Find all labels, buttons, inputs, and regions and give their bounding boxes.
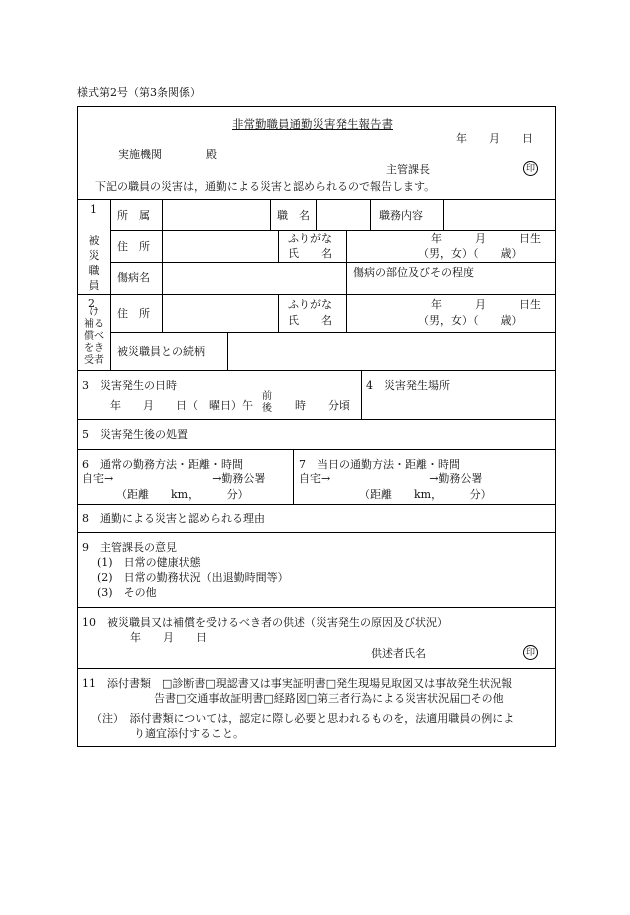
s9-item: (1) 日常の健康状態 [97, 556, 201, 569]
s3-pm: 後 [262, 403, 272, 414]
rule [162, 199, 163, 294]
s10-label: 10 被災職員又は補償を受けるべき者の供述（災害発生の原因及び状況） [82, 616, 448, 629]
addressee: 実施機関 殿 [118, 148, 217, 161]
rule [370, 199, 371, 230]
victim-birth[interactable]: 年 月 日生 [431, 232, 541, 245]
rule [77, 504, 556, 505]
s6-route[interactable]: 自宅→ →勤務公署 [82, 472, 266, 485]
rule [77, 449, 556, 450]
s9-item: (2) 日常の勤務状況（出退勤時間等） [97, 571, 289, 584]
s3-am: 前 [262, 391, 272, 402]
injury-part-label: 傷病の部位及びその程度 [353, 266, 474, 279]
s11-attachments-cont[interactable]: 告書□交通事故証明書□経路図□第三者行為による災害状況届□その他 [154, 692, 504, 705]
s6-label: 6 通常の勤務方法・距離・時間 [82, 458, 243, 471]
rule [77, 668, 556, 669]
relation-label: 被災職員との続柄 [117, 345, 205, 358]
beneficiary-side-label: け 補る 償べ をき 受者 [84, 307, 104, 366]
s10-date[interactable]: 年 月 日 [130, 631, 207, 644]
rule [110, 332, 556, 333]
s7-distance[interactable]: （距離 km， 分） [359, 488, 492, 501]
rule [77, 419, 556, 420]
seal-mark-icon: 印 [523, 161, 538, 176]
beneficiary-number: 2 [88, 297, 95, 310]
s9-label: 9 主管課長の意見 [82, 541, 177, 554]
beneficiary-address-label: 住 所 [117, 307, 150, 320]
rule [346, 294, 347, 332]
seal-mark-icon: 印 [523, 645, 538, 660]
rule [110, 230, 556, 231]
rule [361, 370, 362, 419]
s3-time[interactable]: 時 分頃 [295, 399, 350, 412]
rule [110, 199, 111, 370]
s5-label: 5 災害発生後の処置 [82, 428, 188, 441]
rule [77, 607, 556, 608]
injury-label: 傷病名 [117, 271, 150, 284]
form-title: 非常勤職員通勤災害発生報告書 [232, 117, 393, 131]
rule [443, 199, 444, 230]
rule [110, 262, 556, 263]
beneficiary-furigana-label: ふりがな [288, 298, 332, 311]
form-label: 様式第2号（第3条関係） [77, 86, 201, 99]
post-label: 職 名 [277, 209, 310, 222]
dept-label: 所 属 [117, 209, 150, 222]
rule [316, 199, 317, 230]
victim-side-label: 被 災 職 員 [88, 234, 100, 292]
victim-furigana-label: ふりがな [288, 232, 332, 245]
rule [270, 199, 271, 230]
rule [77, 370, 556, 371]
reporter-label: 主管課長 [386, 163, 430, 176]
s4-label: 4 災害発生場所 [366, 379, 450, 392]
beneficiary-sex-age[interactable]: （男，女）（ 歳） [418, 314, 523, 327]
s3-label: 3 災害発生の日時 [82, 379, 177, 392]
s7-label: 7 当日の通勤方法・距離・時間 [299, 458, 460, 471]
beneficiary-birth[interactable]: 年 月 日生 [431, 298, 541, 311]
report-date[interactable]: 年 月 日 [456, 132, 533, 145]
s10-signer-label: 供述者氏名 [371, 647, 426, 660]
rule [77, 294, 556, 295]
s8-label: 8 通勤による災害と認められる理由 [82, 512, 265, 525]
victim-sex-age[interactable]: （男，女）（ 歳） [418, 247, 523, 260]
rule [278, 230, 279, 262]
s3-date-line[interactable]: 年 月 日（ 曜日）午 [110, 399, 253, 412]
rule [227, 332, 228, 370]
victim-number: 1 [90, 203, 97, 216]
statement: 下記の職員の災害は，通勤による災害と認められるので報告します。 [95, 180, 436, 193]
s9-item: (3) その他 [97, 586, 157, 599]
rule [293, 449, 294, 504]
victim-name-label: 氏 名 [288, 247, 332, 260]
rule [278, 294, 279, 332]
victim-address-label: 住 所 [117, 240, 150, 253]
beneficiary-name-label: 氏 名 [288, 314, 332, 327]
rule [162, 294, 163, 332]
duty-label: 職務内容 [379, 209, 423, 222]
note-line-2: り適宜添付すること。 [134, 727, 244, 740]
s7-route[interactable]: 自宅→ →勤務公署 [299, 472, 483, 485]
rule [346, 230, 347, 294]
s11-attachments[interactable]: 11 添付書類 □診断書□現認書又は事実証明書□発生現場見取図又は事故発生状況報 [82, 677, 513, 690]
s6-distance[interactable]: （距離 km， 分） [116, 488, 249, 501]
note-line-1: （注） 添付書類については，認定に際し必要と思われるものを，法適用職員の例によ [91, 712, 515, 725]
rule [77, 532, 556, 533]
